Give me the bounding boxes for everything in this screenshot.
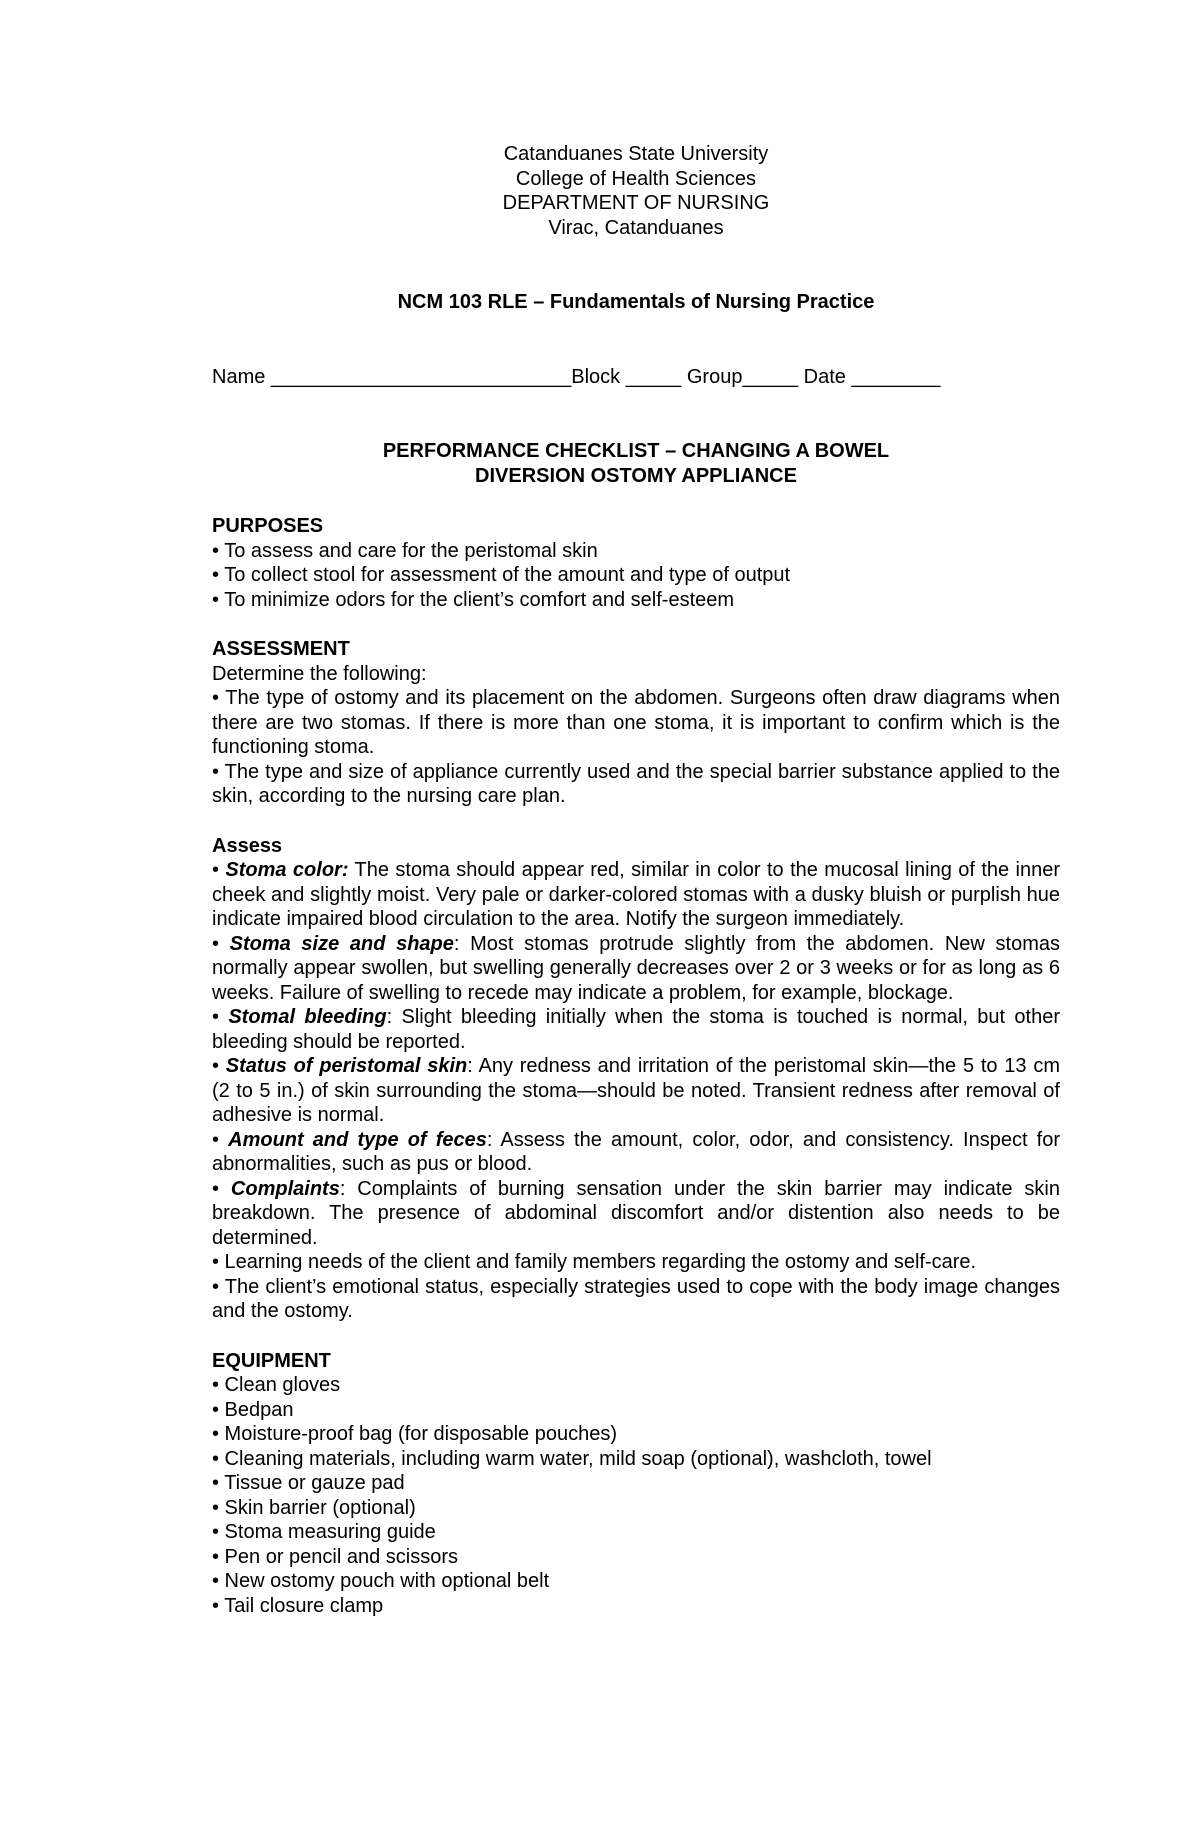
assess-label: Stoma color:	[225, 859, 349, 881]
assess-item-stoma-size	[212, 932, 1060, 1006]
equipment-section	[212, 1349, 1060, 1619]
assess-item-complaints	[212, 1177, 1060, 1251]
assessment-heading: ASSESSMENT	[212, 638, 350, 660]
assess-item-stoma-color	[212, 858, 1060, 932]
assess-text: : Most stomas protrude slightly from the abdomen. New stomas normally appear swollen, but swelling generally decreases over 2 or 3 weeks or for as long as 6 weeks. Failure of swelling to recede may indicate a problem, for example, blockage.	[212, 932, 1060, 1004]
checklist-title	[212, 439, 1060, 488]
bullet: •	[212, 859, 226, 881]
assess-label: Complaints	[230, 1177, 340, 1200]
assess-label: Stoma size and shape	[229, 932, 454, 955]
assess-text: : Slight bleeding initially when the stoma is touched is normal, but other bleeding should be reported.	[212, 1006, 1061, 1053]
assessment-section	[212, 637, 1060, 809]
equipment-item: • Cleaning materials, including warm water, mild soap (optional), washcloth, towel	[212, 1447, 932, 1470]
bullet: •	[212, 1177, 231, 1200]
assess-label: Stomal bleeding	[228, 1006, 387, 1028]
assess-extra-item: • The client’s emotional status, especially strategies used to cope with the body image changes and the ostomy.	[212, 1275, 1060, 1322]
equipment-item: • Bedpan	[212, 1398, 294, 1421]
department-name: DEPARTMENT OF NURSING	[502, 192, 770, 214]
assess-text: : Assess the amount, color, odor, and consistency. Inspect for abnormalities, such as pus or blood.	[212, 1128, 1060, 1175]
student-info-line: Name ___________________________Block _____ Group_____ Date ________	[212, 365, 941, 388]
course-title: NCM 103 RLE – Fundamentals of Nursing Practice	[397, 291, 875, 313]
purposes-section	[212, 514, 1060, 612]
assess-item-feces	[212, 1128, 1060, 1177]
assess-extra-item: • Learning needs of the client and family members regarding the ostomy and self-care.	[212, 1251, 977, 1273]
equipment-item: • Moisture-proof bag (for disposable pouches)	[212, 1423, 617, 1445]
bullet: •	[212, 1128, 229, 1151]
location: Virac, Catanduanes	[548, 216, 724, 239]
university-name: Catanduanes State University	[503, 143, 769, 165]
assessment-intro: Determine the following:	[212, 662, 427, 685]
institution-header	[212, 142, 1060, 240]
equipment-item: • New ostomy pouch with optional belt	[212, 1570, 550, 1592]
assess-label: Status of peristomal skin	[225, 1055, 468, 1077]
assessment-item: • The type of ostomy and its placement on the abdomen. Surgeons often draw diagrams when there are two stomas. If there is more than one stoma, it is important to confirm which is the functioning stoma.	[212, 687, 1060, 758]
assess-item-peristomal-skin	[212, 1054, 1060, 1128]
equipment-heading: EQUIPMENT	[212, 1349, 331, 1372]
assess-label: Amount and type of feces	[228, 1128, 487, 1151]
purpose-item: • To collect stool for assessment of the amount and type of output	[212, 564, 791, 586]
assess-text: : Complaints of burning sensation under the skin barrier may indicate skin breakdown. The presence of abdominal discomfort and/or distention also needs to be determined.	[212, 1177, 1060, 1249]
assess-section	[212, 834, 1060, 1324]
bullet: •	[212, 1055, 226, 1077]
document-content	[212, 142, 1060, 1618]
equipment-item: • Pen or pencil and scissors	[212, 1545, 459, 1568]
bullet: •	[212, 1006, 229, 1028]
assess-text: The stoma should appear red, similar in color to the mucosal lining of the inner cheek and slightly moist. Very pale or darker-colored stomas with a dusky bluish or purplish hue indicate impaired blood circulation to the area. Notify the surgeon immediately.	[212, 859, 1060, 930]
assess-heading: Assess	[212, 834, 283, 857]
equipment-item: • Stoma measuring guide	[212, 1521, 436, 1543]
college-name: College of Health Sciences	[515, 167, 757, 190]
equipment-item: • Tissue or gauze pad	[212, 1472, 405, 1494]
bullet: •	[212, 932, 230, 955]
checklist-title-line-1: PERFORMANCE CHECKLIST – CHANGING A BOWEL	[382, 440, 890, 462]
equipment-item: • Tail closure clamp	[212, 1594, 384, 1617]
equipment-item: • Clean gloves	[212, 1374, 341, 1396]
assessment-item: • The type and size of appliance currently used and the special barrier substance applied to the skin, according to the nursing care plan.	[212, 760, 1060, 807]
equipment-item: • Skin barrier (optional)	[212, 1496, 416, 1519]
purposes-heading: PURPOSES	[212, 515, 324, 537]
purpose-item: • To assess and care for the peristomal skin	[212, 539, 598, 562]
checklist-title-line-2: DIVERSION OSTOMY APPLIANCE	[475, 464, 797, 487]
assess-text: : Any redness and irritation of the peristomal skin—the 5 to 13 cm (2 to 5 in.) of skin surrounding the stoma—should be noted. Transient redness after removal of adhesive is normal.	[212, 1055, 1060, 1126]
purpose-item: • To minimize odors for the client’s comfort and self-esteem	[212, 588, 735, 611]
assess-item-stomal-bleeding	[212, 1005, 1060, 1054]
